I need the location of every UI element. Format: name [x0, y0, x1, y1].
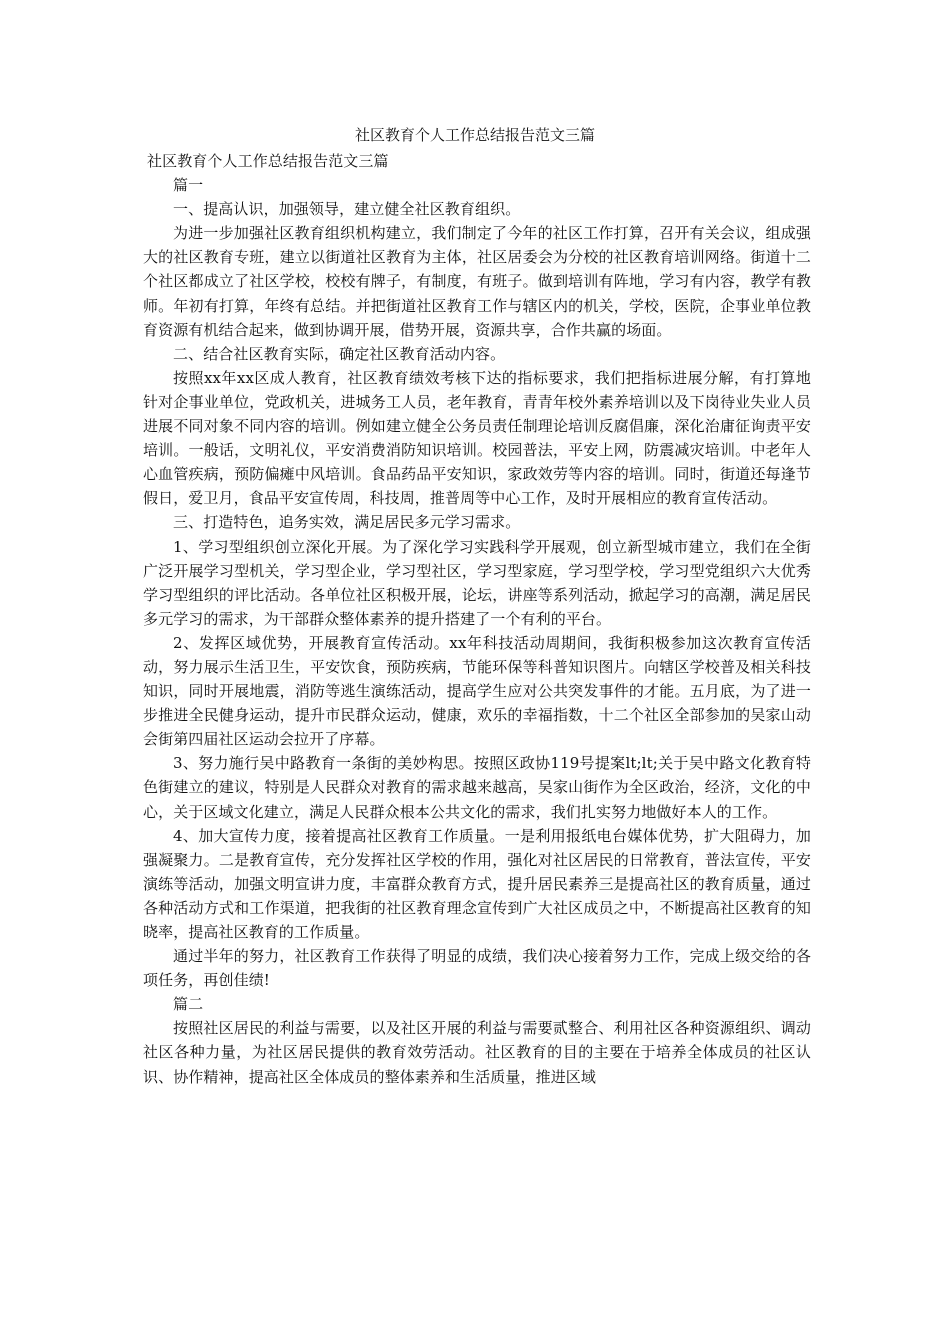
paragraph: 为进一步加强社区教育组织机构建立，我们制定了今年的社区工作打算，召开有关会议，组成强大的社区教育专班，建立以街道社区教育为主体，社区居委会为分校的社区教育培训网络。街道十二个社区都成立了社区学校，校校有牌子，有制度，有班子。做到培训有阵地，学习有内容，教学有教师。年初有打算，年终有总结。并把街道社区教育工作与辖区内的机关，学校，医院，企事业单位教育资源有机结合起来，做到协调开展，借势开展，资源共享，合作共赢的场面。: [143, 224, 811, 339]
document-title: 社区教育个人工作总结报告范文三篇: [354, 126, 595, 144]
document-body: [143, 149, 811, 1089]
paragraph: 按照社区居民的利益与需要，以及社区开展的利益与需要贰整合、利用社区各种资源组织、调动社区各种力量，为社区居民提供的教育效劳活动。社区教育的目的主要在于培养全体成员的社区认识、协作精神，提高社区全体成员的整体素养和生活质量，推进区域: [143, 1019, 811, 1086]
paragraph: 篇一: [173, 176, 204, 195]
paragraph: 通过半年的努力，社区教育工作获得了明显的成绩，我们决心接着努力工作，完成上级交给的各项任务，再创佳绩!: [143, 947, 811, 990]
paragraph: 二、结合社区教育实际，确定社区教育活动内容。: [173, 344, 506, 363]
document-subtitle: 社区教育个人工作总结报告范文三篇: [147, 152, 389, 170]
paragraph: 三、打造特色，追务实效，满足居民多元学习需求。: [173, 513, 521, 532]
paragraph: 2、发挥区域优势，开展教育宣传活动。xx年科技活动周期间，我街积极参加这次教育宣传活动，努力展示生活卫生，平安饮食，预防疾病，节能环保等科普知识图片。向辖区学校普及相关科技知识，同时开展地震，消防等逃生演练活动，提高学生应对公共突发事件的才能。五月底，为了进一步推进全民健身运动，提升市民群众运动，健康，欢乐的幸福指数，十二个社区全部参加的吴家山动会街第四届社区运动会拉开了序幕。: [143, 633, 811, 749]
paragraph: 一、提高认识，加强领导，建立健全社区教育组织。: [173, 200, 521, 219]
paragraph: 篇二: [173, 995, 204, 1014]
paragraph: 按照xx年xx区成人教育，社区教育绩效考核下达的指标要求，我们把指标进展分解，有打算地针对企事业单位，党政机关，进城务工人员，老年教育，青青年校外素养培训以及下岗待业失业人员进展不同对象不同内容的培训。例如建立健全公务员责任制理论培训反腐倡廉，深化治庸征询责平安培训。一般话，文明礼仪，平安消费消防知识培训。校园普法，平安上网，防震减灾培训。中老年人心血管疾病，预防偏瘫中风培训。食品药品平安知识，家政效劳等内容的培训。同时，街道还每逢节假日，爱卫月，食品平安宣传周，科技周，推普周等中心工作，及时开展相应的教育宣传活动。: [143, 368, 811, 508]
paragraph: 4、加大宣传力度，接着提高社区教育工作质量。一是利用报纸电台媒体优势，扩大阻碍力，加强凝聚力。二是教育宣传，充分发挥社区学校的作用，强化对社区居民的日常教育，普法宣传，平安演练等活动，加强文明宣讲力度，丰富群众教育方式，提升居民素养三是提高社区的教育质量，通过各种活动方式和工作渠道，把我街的社区教育理念宣传到广大社区成员之中，不断提高社区教育的知晓率，提高社区教育的工作质量。: [143, 826, 811, 941]
paragraph: 1、学习型组织创立深化开展。为了深化学习实践科学开展观，创立新型城市建立，我们在全街广泛开展学习型机关，学习型企业，学习型社区，学习型家庭，学习型学校，学习型党组织六大优秀学习型组织的评比活动。各单位社区积极开展，论坛，讲座等系列活动，掀起学习的高潮，满足居民多元学习的需求，为干部群众整体素养的提升搭建了一个有利的平台。: [143, 537, 811, 628]
paragraph: 3、努力施行吴中路教育一条街的美妙构思。按照区政协119号提案lt;lt;关于吴中路文化教育特色街建立的建议，特别是人民群众对教育的需求越来越高，吴家山街作为全区政治，经济，文化的中心，关于区域文化建立，满足人民群众根本公共文化的需求，我们扎实努力地做好本人的工作。: [143, 754, 811, 821]
